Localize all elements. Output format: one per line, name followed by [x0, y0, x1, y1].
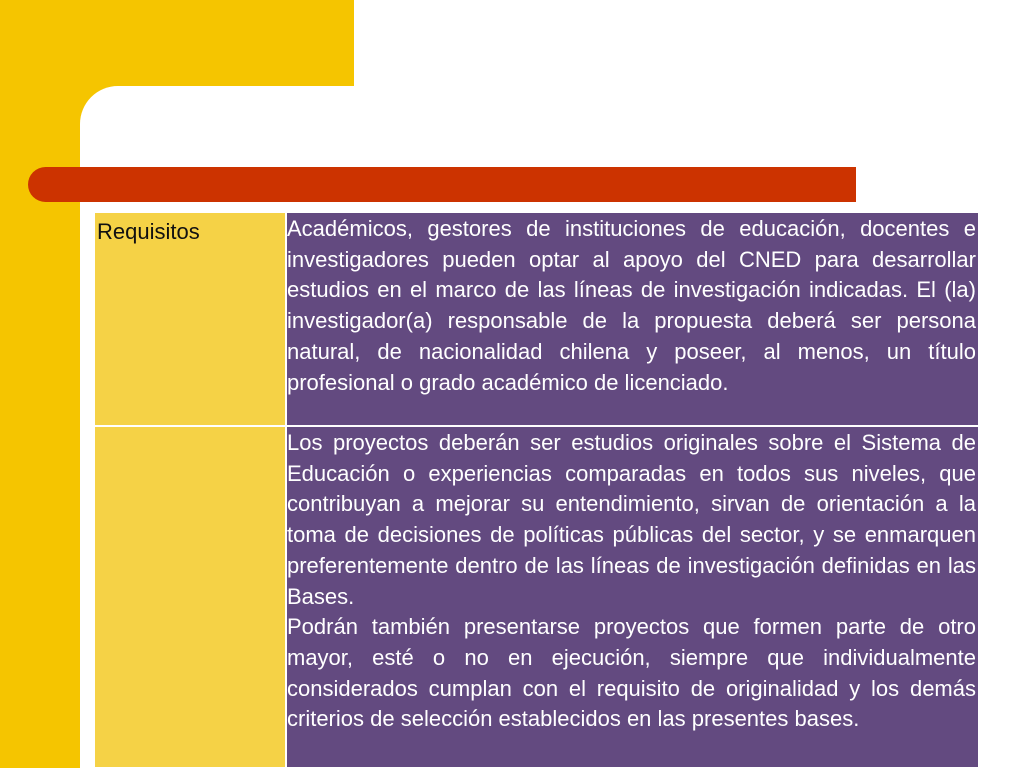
row1-content-cell [286, 212, 979, 426]
row2-paragraph-1: Los proyectos deberán ser estudios originales sobre el Sistema de Educación o experiencias comparadas en todos sus niveles, que contribuyan a mejorar su entendimiento, sirvan de orientación a la toma de decisiones de políticas públicas del sector, y se enmarquen preferentemente dentro de las líneas de investigación definidas en las Bases. [287, 430, 976, 609]
top-yellow-band [0, 0, 354, 86]
requirements-table [94, 212, 979, 768]
row2-text [287, 427, 978, 735]
row2-content-cell [286, 426, 979, 768]
row2-label-cell [94, 426, 286, 768]
row1-text [287, 213, 978, 398]
row1-label-cell [94, 212, 286, 426]
left-yellow-band [0, 0, 80, 768]
row2-paragraph-2: Podrán también presentarse proyectos que formen parte de otro mayor, esté o no en ejecución, siempre que individualmente considerados cumplan con el requisito de originalidad y los demás criterios de selección establecidos en las presentes bases. [287, 614, 976, 732]
white-top-area [354, 0, 1024, 86]
row2-label [95, 427, 285, 431]
row1-paragraph: Académicos, gestores de instituciones de educación, docentes e investigadores pueden optar al apoyo del CNED para desarrollar estudios en el marco de las líneas de investigación indicadas. El (la) investigador(a) responsable de la propuesta deberá ser persona natural, de nacionalidad chilena y poseer, al menos, un título profesional o grado académico de licenciado. [287, 216, 976, 395]
row1-label: Requisitos [97, 219, 200, 244]
accent-bar [28, 167, 856, 202]
